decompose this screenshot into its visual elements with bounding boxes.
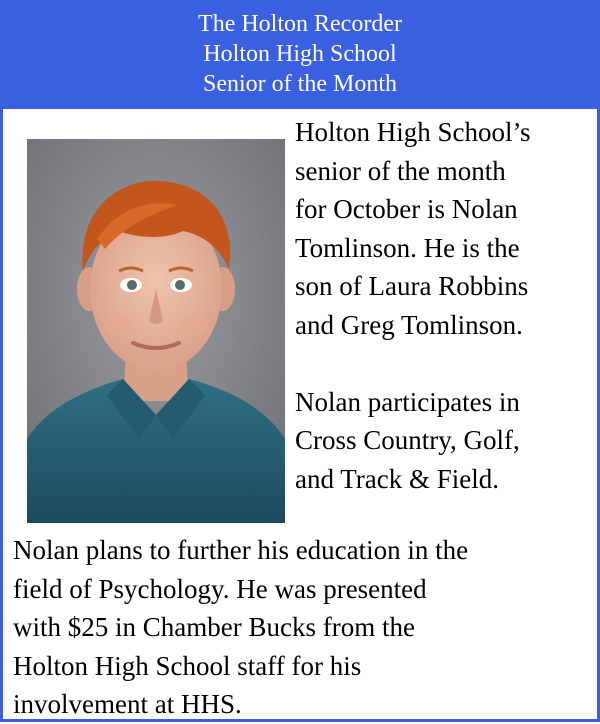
activities-line-1: Nolan participates in [295,386,520,417]
intro-line-5: son of Laura Robbins [295,271,529,301]
plans-line-4: Holton High School staff for his [13,650,362,681]
plans-line-1: Nolan plans to further his education in the [13,535,469,565]
header-line-publication: The Holton Recorder [198,11,402,37]
plans-text [13,531,593,724]
intro-text [295,113,595,498]
activities-line-2: Cross Country, Golf, [295,425,520,455]
paragraph-spacer [295,344,595,383]
activities-line-3: and Track & Field. [295,463,500,494]
intro-line-2: senior of the month [295,155,506,186]
plans-line-5: involvement at HHS. [13,689,242,719]
header-banner [3,3,597,103]
header-line-school: Holton High School [203,41,397,67]
header-line-title: Senior of the Month [203,71,397,97]
plans-line-3: with $25 in Chamber Bucks from the [13,612,415,642]
header-divider [3,103,597,109]
student-portrait [27,139,285,523]
intro-line-4: Tomlinson. He is the [295,232,520,263]
intro-line-1: Holton High School’s [295,117,531,147]
portrait-illustration [27,139,285,523]
plans-line-2: field of Psychology. He was presented [13,573,427,604]
intro-line-3: for October is Nolan [295,194,518,224]
intro-line-6: and Greg Tomlinson. [295,309,523,340]
